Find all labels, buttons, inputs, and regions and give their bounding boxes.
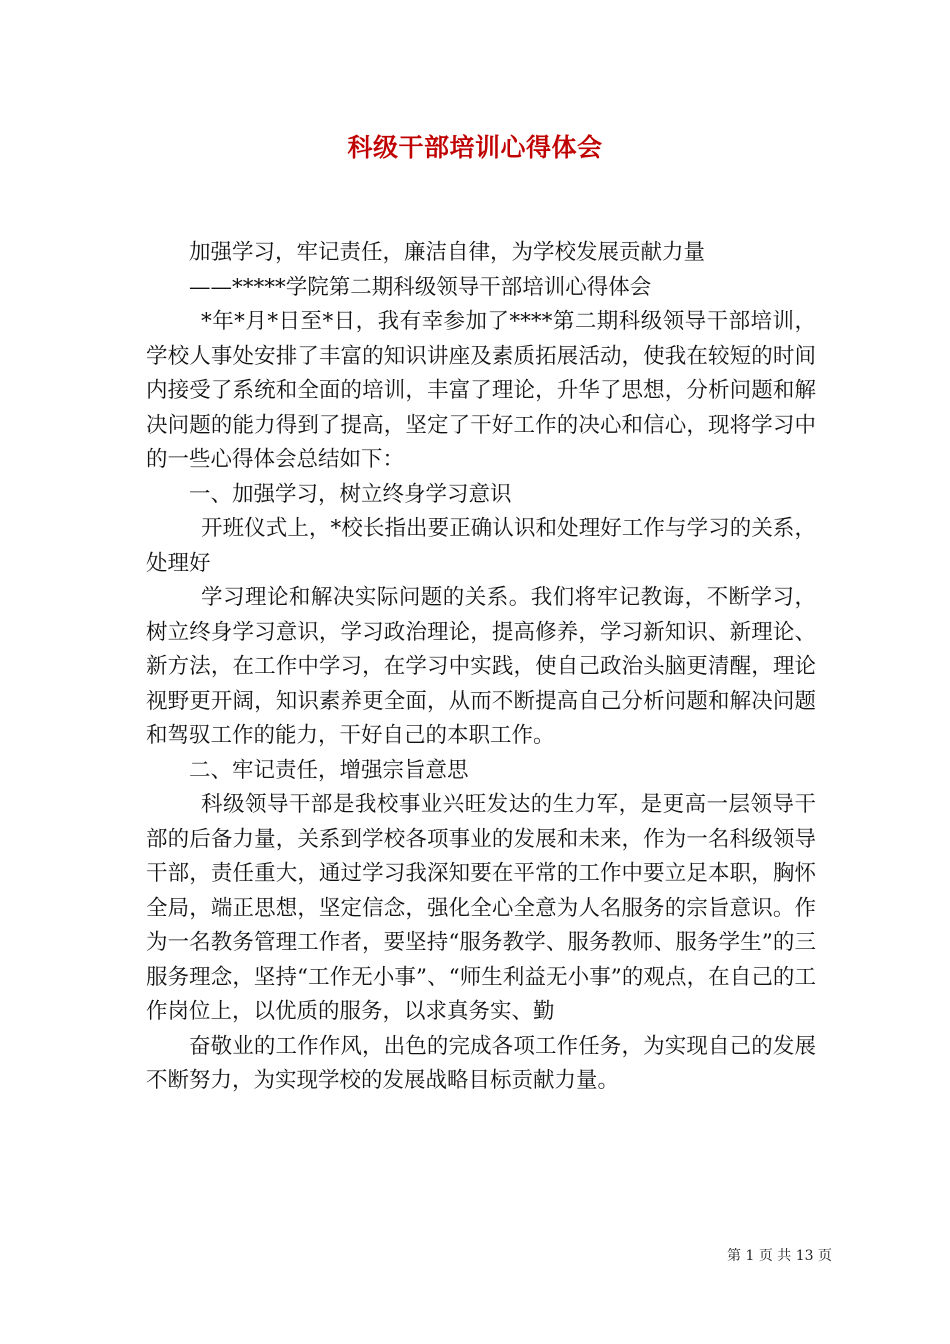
body-paragraph: 学习理论和解决实际问题的关系。我们将牢记教诲，不断学习，树立终身学习意识，学习政治理论，提高修养，学习新知识、新理论、新方法，在工作中学习，在学习中实践，使自己政治头脑更清醒，理论视野更开阔，知识素养更全面，从而不断提高自己分析问题和解决问题和驾驭工作的能力，干好自己的本职工作。 — [146, 585, 816, 748]
document-body — [146, 236, 816, 1099]
intro-paragraph: *年*月*日至*日，我有幸参加了****第二期科级领导干部培训，学校人事处安排了丰富的知识讲座及素质拓展活动，使我在较短的时间内接受了系统和全面的培训，丰富了理论，升华了思想，分析问题和解决问题的能力得到了提高，坚定了干好工作的决心和信心，现将学习中的一些心得体会总结如下： — [146, 309, 816, 472]
subtitle-source-line: ——*****学院第二期科级领导干部培训心得体会 — [189, 274, 652, 300]
subtitle-line: 加强学习，牢记责任，廉洁自律，为学校发展贡献力量 — [189, 240, 706, 265]
page-indicator: 第 1 页 共 13 页 — [727, 1248, 832, 1264]
section-heading-2: 二、牢记责任，增强宗旨意思 — [189, 757, 469, 783]
body-paragraph: 科级领导干部是我校事业兴旺发达的生力军，是更高一层领导干部的后备力量，关系到学校各项事业的发展和未来，作为一名科级领导干部，责任重大，通过学习我深知要在平常的工作中要立足本职，胸怀全局，端正思想，坚定信念，强化全心全意为人名服务的宗旨意识。作为一名教务管理工作者，要坚持“服务教学、服务教师、服务学生”的三服务理念，坚持“工作无小事”、“师生利益无小事”的观点，在自己的工作岗位上，以优质的服务，以求真务实、勤 — [146, 792, 816, 1024]
body-paragraph: 奋敬业的工作作风，出色的完成各项工作任务，为实现自己的发展不断努力，为实现学校的发展战略目标贡献力量。 — [146, 1033, 816, 1093]
document-title: 科级干部培训心得体会 — [347, 133, 603, 162]
section-heading-1: 一、加强学习，树立终身学习意识 — [189, 481, 512, 507]
body-paragraph: 开班仪式上，*校长指出要正确认识和处理好工作与学习的关系，处理好 — [146, 516, 816, 576]
